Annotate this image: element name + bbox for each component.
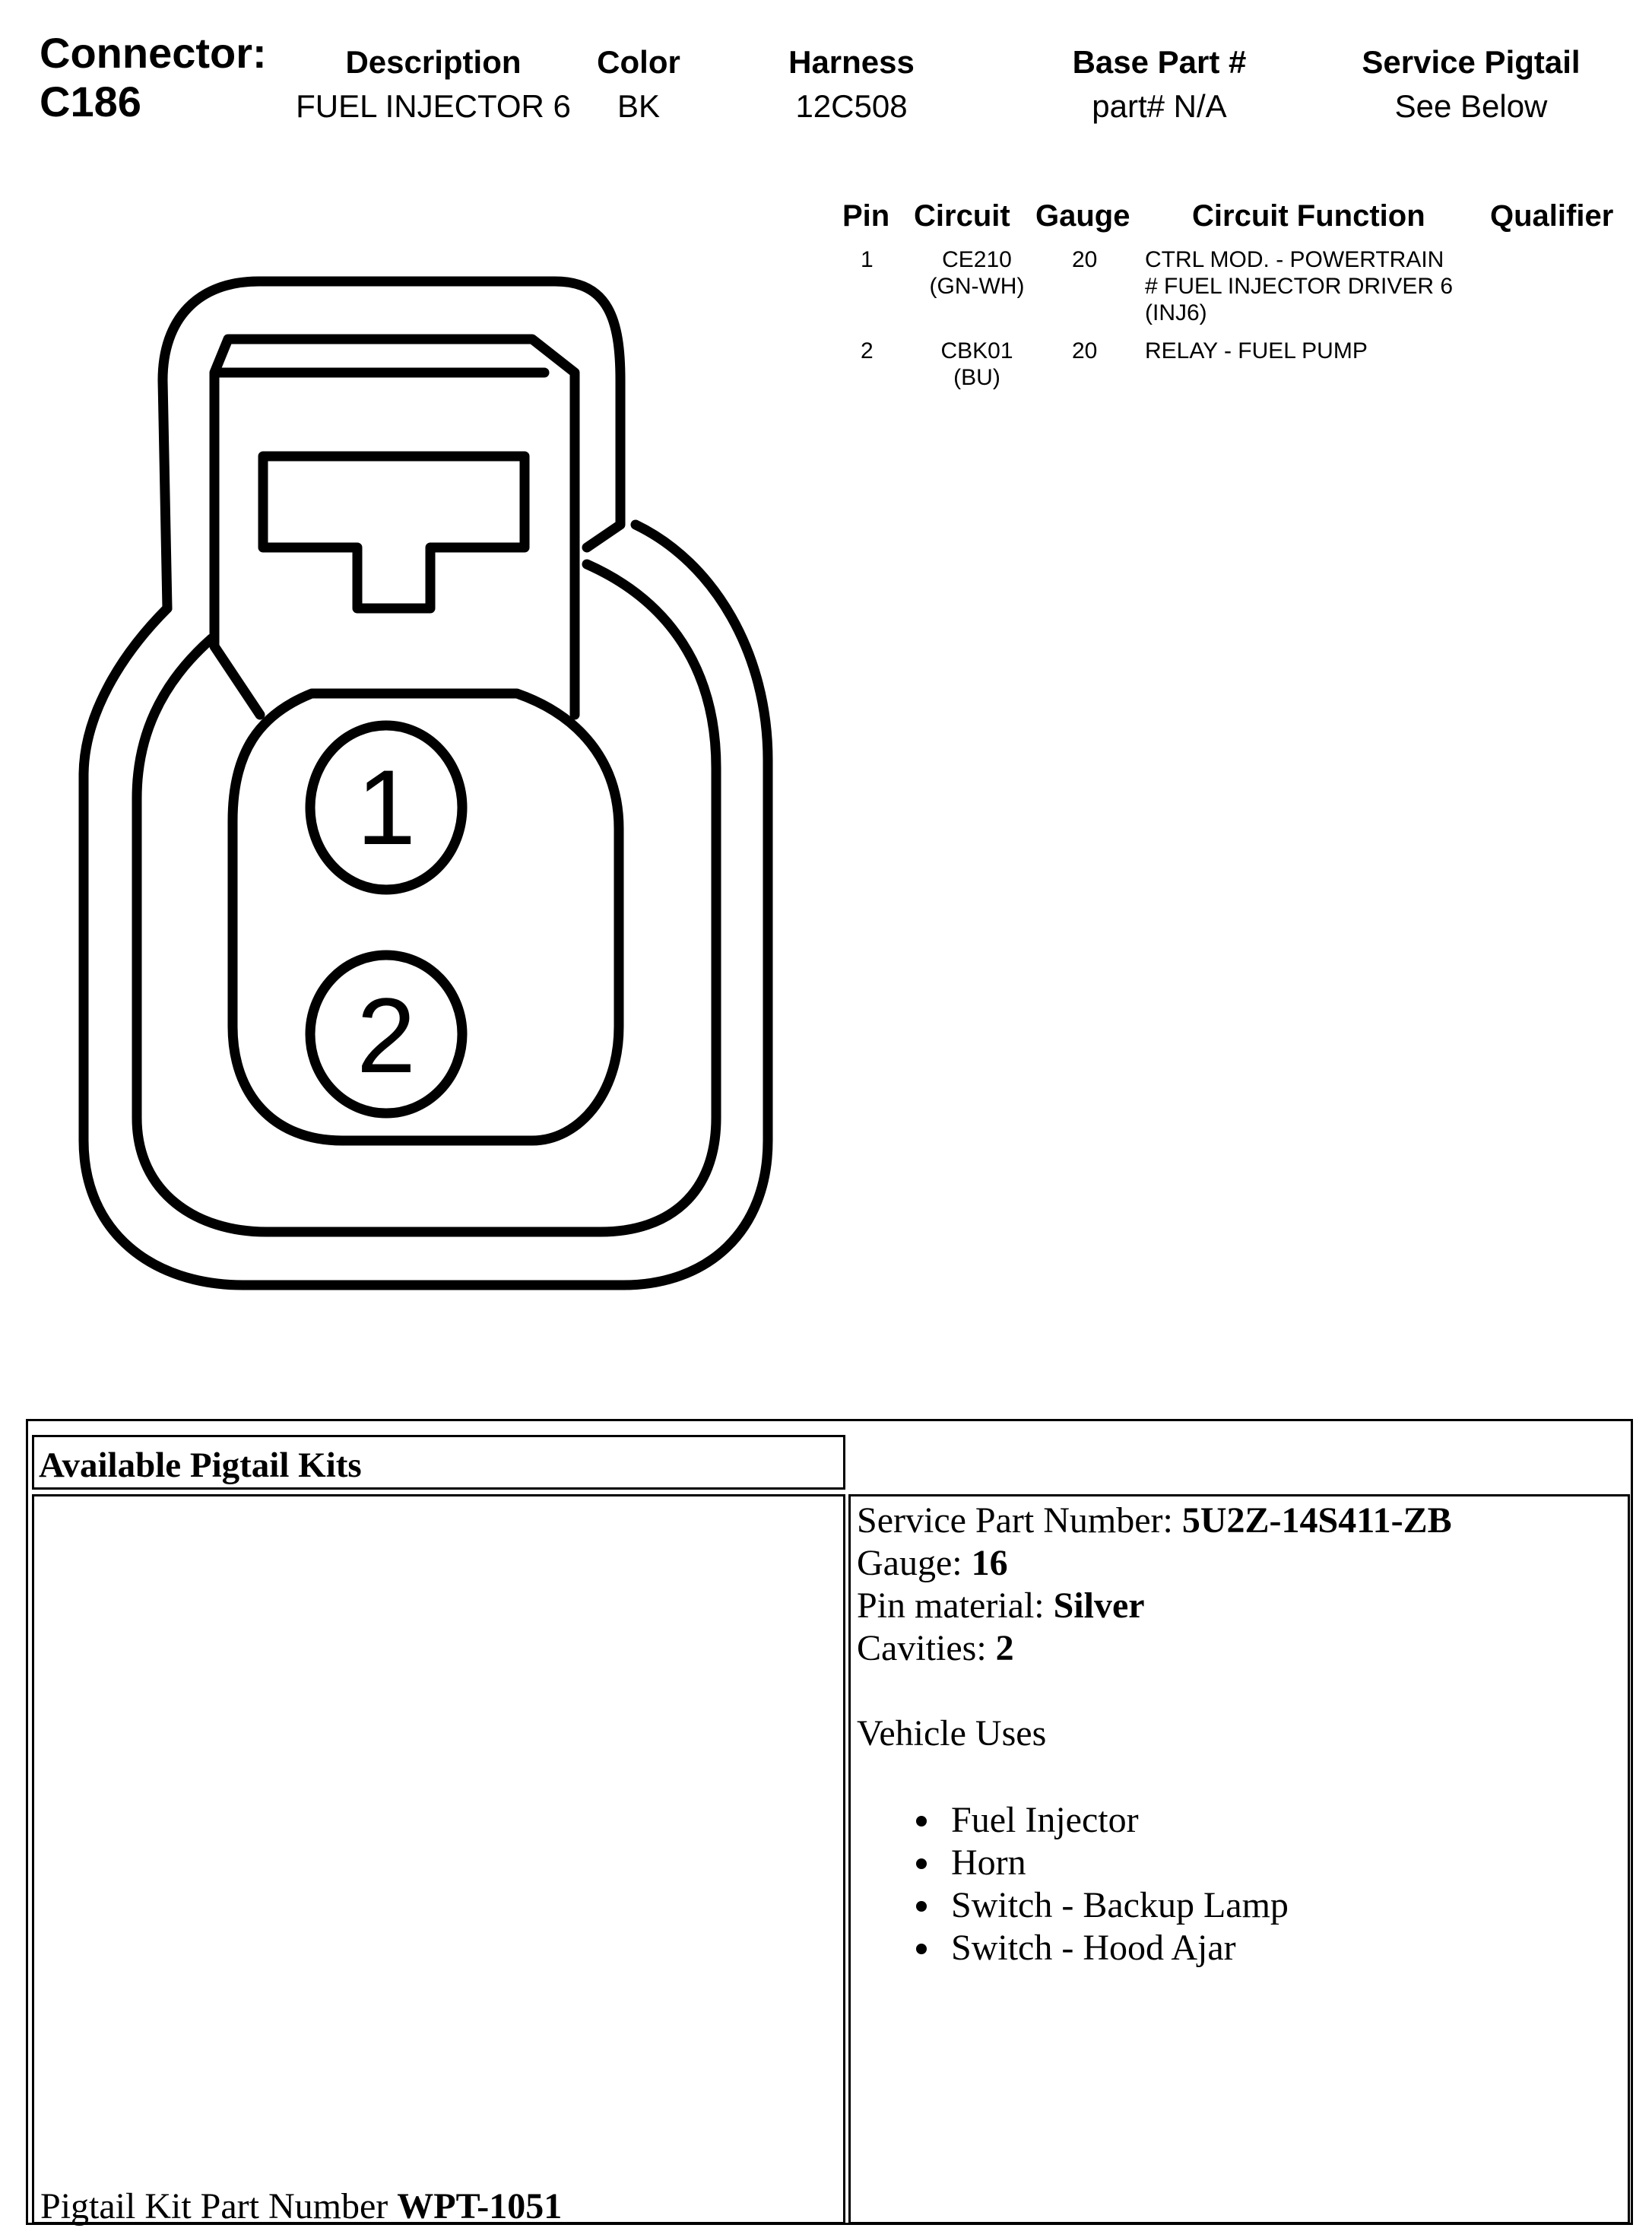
service-pigtail-value: See Below bbox=[1394, 88, 1548, 124]
list-item bbox=[857, 1799, 1452, 1842]
service-part-label: Service Part Number: bbox=[857, 1500, 1182, 1541]
key-slot bbox=[263, 456, 525, 608]
bullet-icon bbox=[916, 1816, 927, 1827]
list-item bbox=[857, 1927, 1452, 1969]
latch-outer bbox=[163, 281, 620, 608]
circuit-cell bbox=[905, 338, 1049, 391]
bullet-icon bbox=[916, 1858, 927, 1869]
function-cell bbox=[1145, 246, 1453, 326]
pin-number: 2 bbox=[861, 338, 874, 363]
description-value: FUEL INJECTOR 6 bbox=[296, 88, 571, 124]
connector-id: C186 bbox=[40, 78, 141, 125]
description-heading: Description bbox=[345, 44, 522, 80]
harness-value: 12C508 bbox=[795, 88, 908, 124]
pin-number: 1 bbox=[861, 247, 874, 272]
base-part-heading: Base Part # bbox=[1072, 44, 1247, 80]
kit-part-value: WPT-1051 bbox=[397, 2186, 563, 2226]
cavities-row bbox=[857, 1627, 1452, 1670]
color-value: BK bbox=[617, 88, 661, 124]
vehicle-use: Switch - Backup Lamp bbox=[951, 1885, 1289, 1925]
bullet-icon bbox=[916, 1901, 927, 1912]
gauge-row bbox=[857, 1542, 1452, 1585]
base-part-column bbox=[1049, 43, 1270, 126]
circuit-cell bbox=[905, 246, 1049, 300]
function-line: RELAY - FUEL PUMP bbox=[1145, 338, 1368, 363]
circuit-function-header: Circuit Function bbox=[1192, 199, 1425, 233]
pigtail-spec-box bbox=[848, 1494, 1630, 2224]
harness-heading: Harness bbox=[788, 44, 915, 80]
connector-label: Connector: bbox=[40, 29, 267, 77]
gauge-label: Gauge: bbox=[857, 1543, 972, 1583]
function-line: CTRL MOD. - POWERTRAIN bbox=[1145, 247, 1444, 272]
service-pigtail-column bbox=[1346, 43, 1597, 126]
vehicle-uses-title: Vehicle Uses bbox=[857, 1713, 1047, 1754]
connector-face-diagram bbox=[0, 0, 836, 1331]
function-line: # FUEL INJECTOR DRIVER 6 bbox=[1145, 274, 1454, 299]
pin-header: Pin bbox=[842, 199, 890, 233]
kit-part-label: Pigtail Kit Part Number bbox=[40, 2186, 398, 2226]
service-pigtail-heading: Service Pigtail bbox=[1362, 44, 1581, 80]
base-part-value: part# N/A bbox=[1092, 88, 1227, 124]
service-part-row bbox=[857, 1500, 1452, 1542]
gauge-value: 16 bbox=[971, 1543, 1008, 1583]
cavities-label: Cavities: bbox=[857, 1628, 996, 1668]
bullet-icon bbox=[916, 1944, 927, 1954]
gauge-header: Gauge bbox=[1035, 199, 1130, 233]
pin-cavity-block bbox=[233, 693, 619, 1141]
pin-material-row bbox=[857, 1585, 1452, 1627]
circuit-header: Circuit bbox=[914, 199, 1010, 233]
list-item bbox=[857, 1884, 1452, 1927]
color-heading: Color bbox=[597, 44, 680, 80]
qualifier-header: Qualifier bbox=[1490, 199, 1614, 233]
pin-material-label: Pin material: bbox=[857, 1585, 1054, 1626]
circuit-color: (BU) bbox=[953, 365, 1000, 390]
vehicle-use: Fuel Injector bbox=[951, 1800, 1139, 1840]
pin-2-label: 2 bbox=[357, 976, 416, 1095]
function-cell bbox=[1145, 338, 1368, 364]
circuit-code: CE210 bbox=[942, 247, 1012, 272]
vehicle-uses-list bbox=[857, 1799, 1452, 1969]
gauge-cell: 20 bbox=[1072, 247, 1098, 272]
list-item bbox=[857, 1842, 1452, 1884]
pigtail-kit-box bbox=[32, 1494, 845, 2224]
pigtail-kits-title: Available Pigtail Kits bbox=[32, 1435, 845, 1490]
connector-outer-shell bbox=[84, 525, 768, 1285]
gauge-cell: 20 bbox=[1072, 338, 1098, 363]
pin-1-label: 1 bbox=[357, 747, 416, 867]
cavities-value: 2 bbox=[995, 1628, 1014, 1668]
circuit-code: CBK01 bbox=[940, 338, 1013, 363]
pigtail-kit-part-number bbox=[40, 2185, 562, 2228]
circuit-color: (GN-WH) bbox=[929, 274, 1025, 299]
vehicle-use: Switch - Hood Ajar bbox=[951, 1928, 1236, 1968]
function-line: (INJ6) bbox=[1145, 300, 1207, 325]
pigtail-spec bbox=[857, 1500, 1452, 1969]
pin-material-value: Silver bbox=[1053, 1585, 1145, 1626]
vehicle-use: Horn bbox=[951, 1842, 1026, 1883]
service-part-value: 5U2Z-14S411-ZB bbox=[1181, 1500, 1452, 1541]
